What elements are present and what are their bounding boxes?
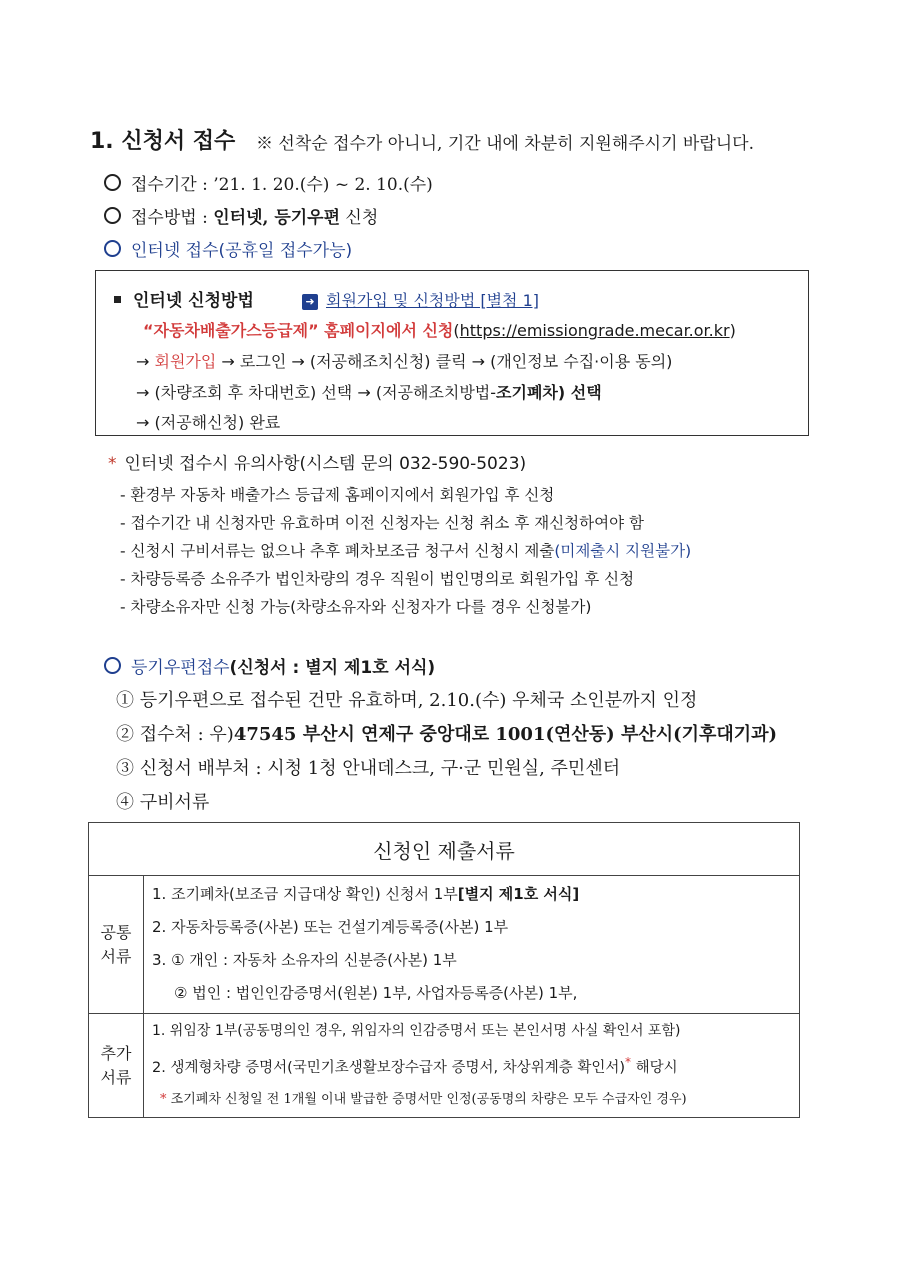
common-item-1: 1. 조기폐차(보조금 지급대상 확인) 신청서 1부 [152,885,458,903]
notice-item: - 신청시 구비서류는 없으나 추후 폐차보조금 청구서 신청시 제출 [120,542,555,560]
step3-line: → (저공해신청) 완료 [136,413,281,432]
period-text: 접수기간 : ’21. 1. 20.(수) ~ 2. 10.(수) [131,175,433,195]
circle-bullet-icon [104,240,121,257]
step1-prefix: → [136,352,155,371]
notice-item: - 환경부 자동차 배출가스 등급제 홈페이지에서 회원가입 후 신청 [120,486,555,504]
site-line [143,318,736,341]
step2-bold: 조기폐차) 선택 [496,383,602,402]
common-label-line: 서류 [100,946,132,966]
step2-prefix: → (차량조회 후 차대번호) 선택 → (저공해조치방법- [136,383,497,402]
circle-bullet-icon [104,657,121,674]
notice-heading-line [108,449,526,474]
list-item: 1. 위임장 1부(공동명의인 경우, 위임자의 인감증명서 또는 본인서명 사실 확인서 포함) [152,1023,681,1039]
site-url-link[interactable]: https://emissiongrade.mecar.or.kr [459,321,730,340]
registered-heading: 등기우편접수 [131,658,230,678]
list-item [152,1084,799,1115]
method-line [104,203,378,228]
period-line [104,170,433,195]
common-label-line: 공통 [100,922,132,942]
internet-heading: 인터넷 접수(공휴일 접수가능) [131,241,353,261]
internet-heading-line [104,236,352,261]
asterisk-icon: * [625,1055,632,1069]
registered-item-2 [116,720,777,746]
list-item: 2. 자동차등록증(사본) 또는 건설기계등록증(사본) 1부 [152,918,509,936]
registered-item-3: ③ 신청서 배부처 : 시청 1청 안내데스크, 구·군 민원실, 주민센터 [116,758,621,779]
method-suffix: 신청 [340,208,379,228]
registered-item-2-prefix: ② 접수처 : 우) [116,724,234,745]
extra-item-2: 2. 생계형차량 증명서(국민기초생활보장수급자 증명서, 차상위계층 확인서) [152,1059,626,1076]
list-item: 3. ① 개인 : 자동차 소유자의 신분증(사본) 1부 [152,951,457,969]
extra-docs-label [89,1014,144,1118]
site-url-close: ) [729,321,736,340]
site-url-open: ( [453,321,460,340]
asterisk-icon: * [160,1091,167,1107]
registered-item-4: ④ 구비서류 [116,792,210,813]
box-link[interactable]: 회원가입 및 신청방법 [별첨 1] [326,291,540,310]
table-header: 신청인 제출서류 [89,823,800,876]
notice-item-blue: (미제출시 지원불가) [554,542,692,560]
registered-item-1: ① 등기우편으로 접수된 건만 유효하며, 2.10.(수) 우체국 소인분까지 인정 [116,690,698,711]
section-note: ※ 선착순 접수가 아니니, 기간 내에 차분히 지원해주시기 바랍니다. [256,134,755,154]
method-prefix: 접수방법 : [131,208,214,228]
step1-rest: → 로그인 → (저공해조치신청) 클릭 → (개인정보 수집·이용 동의) [216,352,673,371]
list-item [152,878,799,911]
square-bullet-icon [114,296,121,303]
arrow-right-icon: ➜ [302,294,318,310]
registered-heading-line [104,653,435,678]
asterisk-icon: * [108,454,117,474]
notice-item: - 접수기간 내 신청자만 유효하며 이전 신청자는 신청 취소 후 재신청하여야 함 [120,514,644,532]
common-docs-list [144,876,800,1014]
extra-note: 조기폐차 신청일 전 1개월 이내 발급한 증명서만 인정(공동명의 차량은 모두 수급자인 경우) [170,1091,687,1107]
extra-docs-list [144,1014,800,1118]
site-name: “자동차배출가스등급제” 홈페이지에서 신청 [143,321,454,340]
box-title-line [114,286,254,311]
step1-signup: 회원가입 [154,352,217,371]
common-item-1-bold: [별지 제1호 서식] [457,885,580,903]
registered-address: 47545 부산시 연제구 중앙대로 1001(연산동) 부산시(기후대기과) [233,724,778,745]
method-bold: 인터넷, 등기우편 [213,208,341,228]
section-title: 1. 신청서 접수 [90,129,236,154]
extra-label-line: 추가 [100,1043,132,1063]
common-docs-label [89,876,144,1014]
box-link-line[interactable] [302,288,539,311]
circle-bullet-icon [104,174,121,191]
extra-label-line: 서류 [100,1067,132,1087]
extra-item-2-tail: 해당시 [631,1059,678,1076]
notice-item: - 차량등록증 소유주가 법인차량의 경우 직원이 법인명의로 회원가입 후 신청 [120,570,635,588]
list-item [152,1047,799,1084]
registered-heading-rest: (신청서 : 별지 제1호 서식) [229,658,436,678]
notice-item-3 [120,539,691,561]
step2-line [136,380,602,403]
notice-heading: 인터넷 접수시 유의사항(시스템 문의 032-590-5023) [124,454,527,474]
documents-table [88,822,800,1118]
notice-item: - 차량소유자만 신청 가능(차량소유자와 신청자가 다를 경우 신청불가) [120,598,592,616]
circle-bullet-icon [104,207,121,224]
list-item: ② 법인 : 법인인감증명서(원본) 1부, 사업자등록증(사본) 1부, [174,984,578,1002]
step1-line [136,349,672,372]
box-title: 인터넷 신청방법 [133,291,254,311]
